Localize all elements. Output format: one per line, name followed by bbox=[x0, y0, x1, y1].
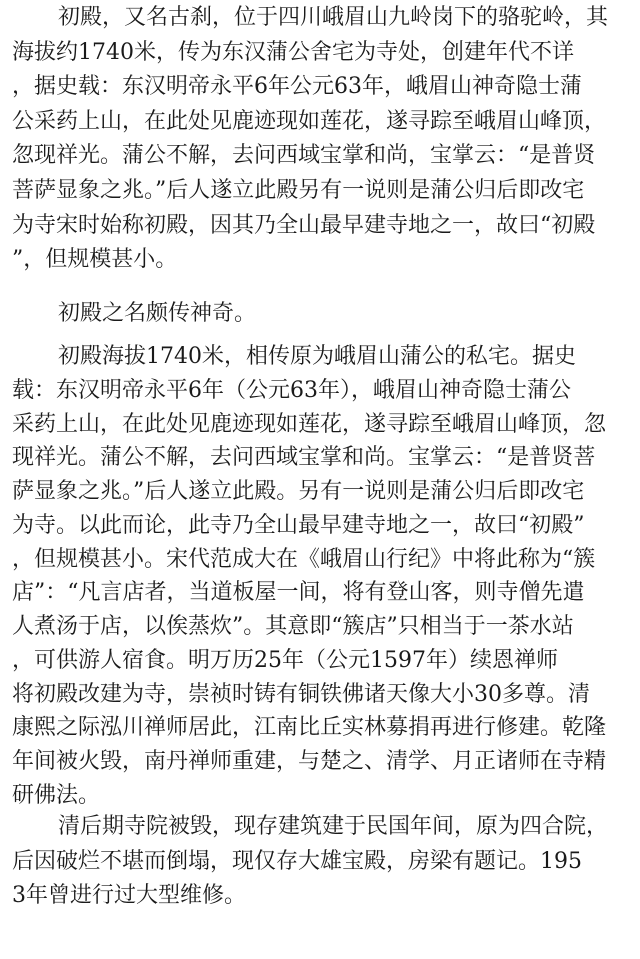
text-line: 载：东汉明帝永平6年（公元63年），峨眉山神奇隐士蒲公 bbox=[12, 377, 571, 403]
text-line: 将初殿改建为寺，崇祯时铸有铜铁佛诸天像大小30多尊。清 bbox=[12, 681, 590, 707]
paragraph-1 bbox=[0, 1, 640, 278]
text-line: 为寺。以此而论，此寺乃全山最早建寺地之一，故曰“初殿” bbox=[12, 512, 585, 538]
text-line: ”，但规模甚小。 bbox=[12, 247, 178, 273]
text-line: 清后期寺院被毁，现存建筑建于民国年间，原为四合院， bbox=[58, 814, 609, 839]
text-line: 年间被火毁，南丹禅师重建，与楚之、清学、月正诸师在寺精 bbox=[12, 749, 607, 774]
text-line: 采药上山，在此处见鹿迹现如莲花，遂寻踪至峨眉山峰顶，忽 bbox=[12, 411, 607, 437]
text-line: 3年曾进行过大型维修。 bbox=[12, 883, 246, 909]
text-line: 康熙之际泓川禅师居此，江南比丘实林募捐再进行修建。乾隆 bbox=[12, 715, 607, 741]
text-line: 人煮汤于店，以俟蒸炊”。其意即“簇店”只相当于一茶水站 bbox=[12, 614, 574, 639]
text-line: 后因破烂不堪而倒塌，现仅存大雄宝殿，房梁有题记。195 bbox=[12, 848, 582, 874]
text-line: 萨显象之兆。”后人遂立此殿。另有一说则是蒲公归后即改宅 bbox=[12, 479, 585, 504]
paragraph-3 bbox=[0, 340, 640, 813]
text-line: 研佛法。 bbox=[12, 782, 101, 808]
text-line: 初殿之名颇传神奇。 bbox=[58, 301, 257, 326]
text-line: 初殿，又名古刹，位于四川峨眉山九岭岗下的骆驼岭，其 bbox=[58, 5, 609, 30]
text-line: 忽现祥光。蒲公不解，去问西域宝掌和尚，宝掌云：“是普贤 bbox=[12, 143, 596, 169]
text-line: ，可供游人宿食。明万历25年（公元1597年）续恩禅师 bbox=[12, 647, 558, 673]
paragraph-2 bbox=[0, 297, 640, 332]
paragraph-4 bbox=[0, 810, 640, 914]
text-line: 海拔约1740米，传为东汉蒲公舍宅为寺处，创建年代不详 bbox=[12, 39, 574, 65]
text-line: 公采药上山，在此处见鹿迹现如莲花，遂寻踪至峨眉山峰顶， bbox=[12, 108, 607, 134]
text-line: 现祥光。蒲公不解，去问西域宝掌和尚。宝掌云：“是普贤菩 bbox=[12, 445, 596, 471]
text-line: 店”：“凡言店者，当道板屋一间，将有登山客，则寺僧先遣 bbox=[12, 580, 585, 606]
text-line: ，但规模甚小。宋代范成大在《峨眉山行纪》中将此称为“簇 bbox=[12, 546, 596, 572]
text-line: 初殿海拔1740米，相传原为峨眉山蒲公的私宅。据史 bbox=[58, 344, 576, 369]
text-line: ，据史载：东汉明帝永平6年公元63年，峨眉山神奇隐士蒲 bbox=[12, 74, 582, 100]
text-line: 为寺宋时始称初殿，因其乃全山最早建寺地之一，故曰“初殿 bbox=[12, 212, 596, 238]
text-line: 菩萨显象之兆。”后人遂立此殿另有一说则是蒲公归后即改宅 bbox=[12, 177, 585, 203]
